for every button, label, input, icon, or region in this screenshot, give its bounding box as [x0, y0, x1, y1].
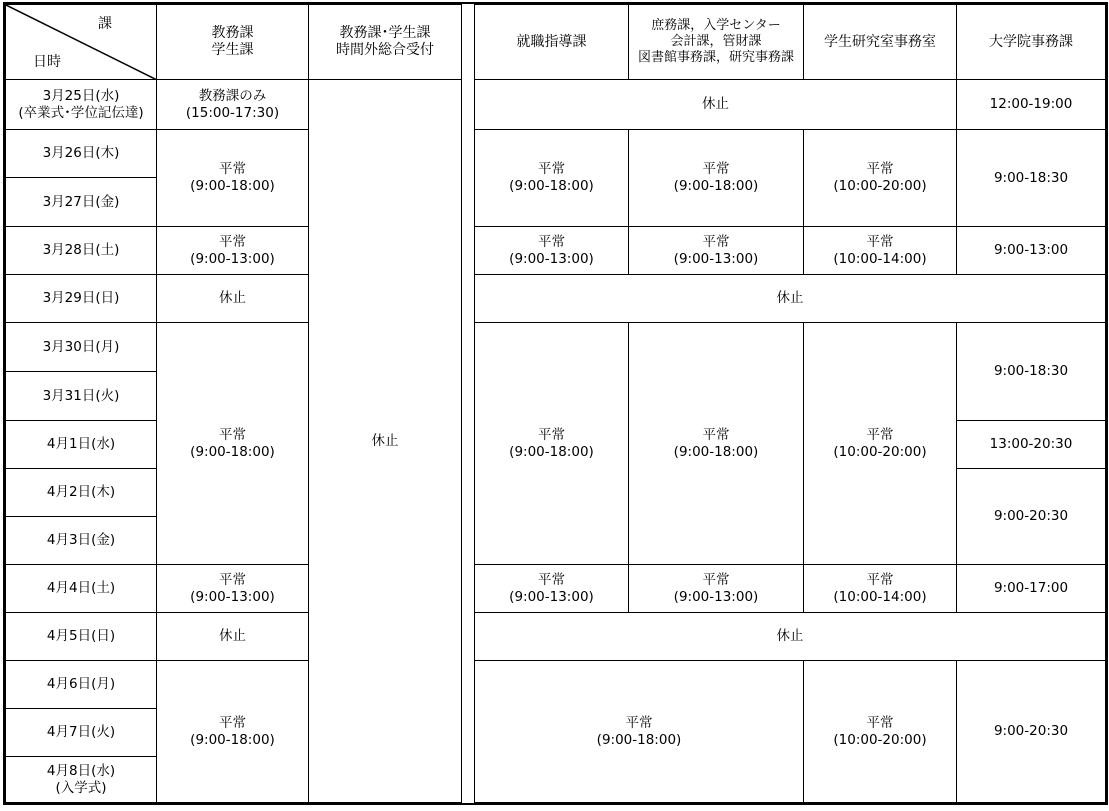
- table-row: [6, 565, 1106, 613]
- date-cell: 3月25日(水) (卒業式･学位記伝達): [6, 80, 157, 130]
- date-cell: 3月31日(火): [6, 372, 157, 421]
- table-row: [6, 323, 1106, 372]
- hours-cell: 教務課のみ (15:00-17:30): [157, 80, 309, 130]
- hours-cell: 休止: [309, 80, 462, 803]
- hours-cell: 9:00-20:30: [957, 661, 1106, 803]
- hours-cell: 平常 (9:00-18:00): [157, 323, 309, 565]
- hours-cell: 平常 (10:00-14:00): [804, 565, 957, 613]
- header-row: [6, 5, 1106, 80]
- hours-cell: 平常 (9:00-18:00): [475, 130, 629, 227]
- table-row: [6, 130, 1106, 178]
- header-graduate-school-office: 大学院事務課: [957, 5, 1106, 80]
- hours-cell: 平常 (9:00-18:00): [629, 130, 804, 227]
- hours-cell: 休止: [157, 613, 309, 661]
- date-cell: 3月27日(金): [6, 178, 157, 227]
- table-row: [6, 275, 1106, 323]
- hours-cell: 休止: [475, 613, 1106, 661]
- header-academic-student-affairs: 教務課 学生課: [157, 5, 309, 80]
- hours-cell: 平常 (10:00-14:00): [804, 227, 957, 275]
- hours-cell: 平常 (9:00-18:00): [629, 323, 804, 565]
- hours-cell: 平常 (10:00-20:00): [804, 130, 957, 227]
- date-cell: 3月26日(木): [6, 130, 157, 178]
- date-cell: 4月4日(土): [6, 565, 157, 613]
- hours-cell: 9:00-13:00: [957, 227, 1106, 275]
- date-cell: 4月2日(木): [6, 469, 157, 517]
- date-cell: 3月28日(土): [6, 227, 157, 275]
- date-cell: 4月5日(日): [6, 613, 157, 661]
- table-row: [6, 661, 1106, 709]
- date-cell: 4月1日(水): [6, 421, 157, 469]
- hours-cell: 平常 (9:00-13:00): [157, 565, 309, 613]
- header-career-guidance: 就職指導課: [475, 5, 629, 80]
- date-cell: 4月7日(火): [6, 709, 157, 757]
- hours-cell: 平常 (9:00-18:00): [157, 130, 309, 227]
- hours-cell: 休止: [157, 275, 309, 323]
- diagonal-line: [6, 5, 157, 80]
- header-after-hours-reception: 教務課･学生課 時間外総合受付: [309, 5, 462, 80]
- date-cell: 4月3日(金): [6, 517, 157, 565]
- corner-label-date: 日時: [33, 54, 61, 70]
- hours-cell: 休止: [475, 275, 1106, 323]
- hours-cell: 9:00-17:00: [957, 565, 1106, 613]
- corner-label-department: 課: [98, 16, 112, 32]
- date-cell: 4月8日(水) (入学式): [6, 757, 157, 803]
- hours-cell: 平常 (10:00-20:00): [804, 661, 957, 803]
- hours-cell: 13:00-20:30: [957, 421, 1106, 469]
- office-hours-table: [5, 4, 1106, 803]
- hours-cell: 平常 (9:00-13:00): [629, 565, 804, 613]
- date-cell: 4月6日(月): [6, 661, 157, 709]
- corner-header-cell: [6, 5, 157, 80]
- hours-cell: 平常 (9:00-13:00): [475, 565, 629, 613]
- hours-cell: 平常 (9:00-18:00): [475, 323, 629, 565]
- date-cell: 3月30日(月): [6, 323, 157, 372]
- table-row: [6, 613, 1106, 661]
- hours-cell: 9:00-20:30: [957, 469, 1106, 565]
- hours-cell: 平常 (9:00-18:00): [475, 661, 804, 803]
- header-general-affairs-group: 庶務課，入学センター 会計課，管財課 図書館事務課，研究事務課: [629, 5, 804, 80]
- hours-cell: 平常 (9:00-13:00): [629, 227, 804, 275]
- column-divider: [462, 5, 475, 803]
- hours-cell: 12:00-19:00: [957, 80, 1106, 130]
- header-student-lab-office: 学生研究室事務室: [804, 5, 957, 80]
- hours-cell: 平常 (9:00-13:00): [157, 227, 309, 275]
- hours-cell: 9:00-18:30: [957, 130, 1106, 227]
- hours-cell: 平常 (9:00-18:00): [157, 661, 309, 803]
- table-row: [6, 80, 1106, 130]
- date-cell: 3月29日(日): [6, 275, 157, 323]
- table-row: [6, 227, 1106, 275]
- hours-cell: 平常 (10:00-20:00): [804, 323, 957, 565]
- hours-cell: 平常 (9:00-13:00): [475, 227, 629, 275]
- hours-cell: 休止: [475, 80, 957, 130]
- hours-cell: 9:00-18:30: [957, 323, 1106, 421]
